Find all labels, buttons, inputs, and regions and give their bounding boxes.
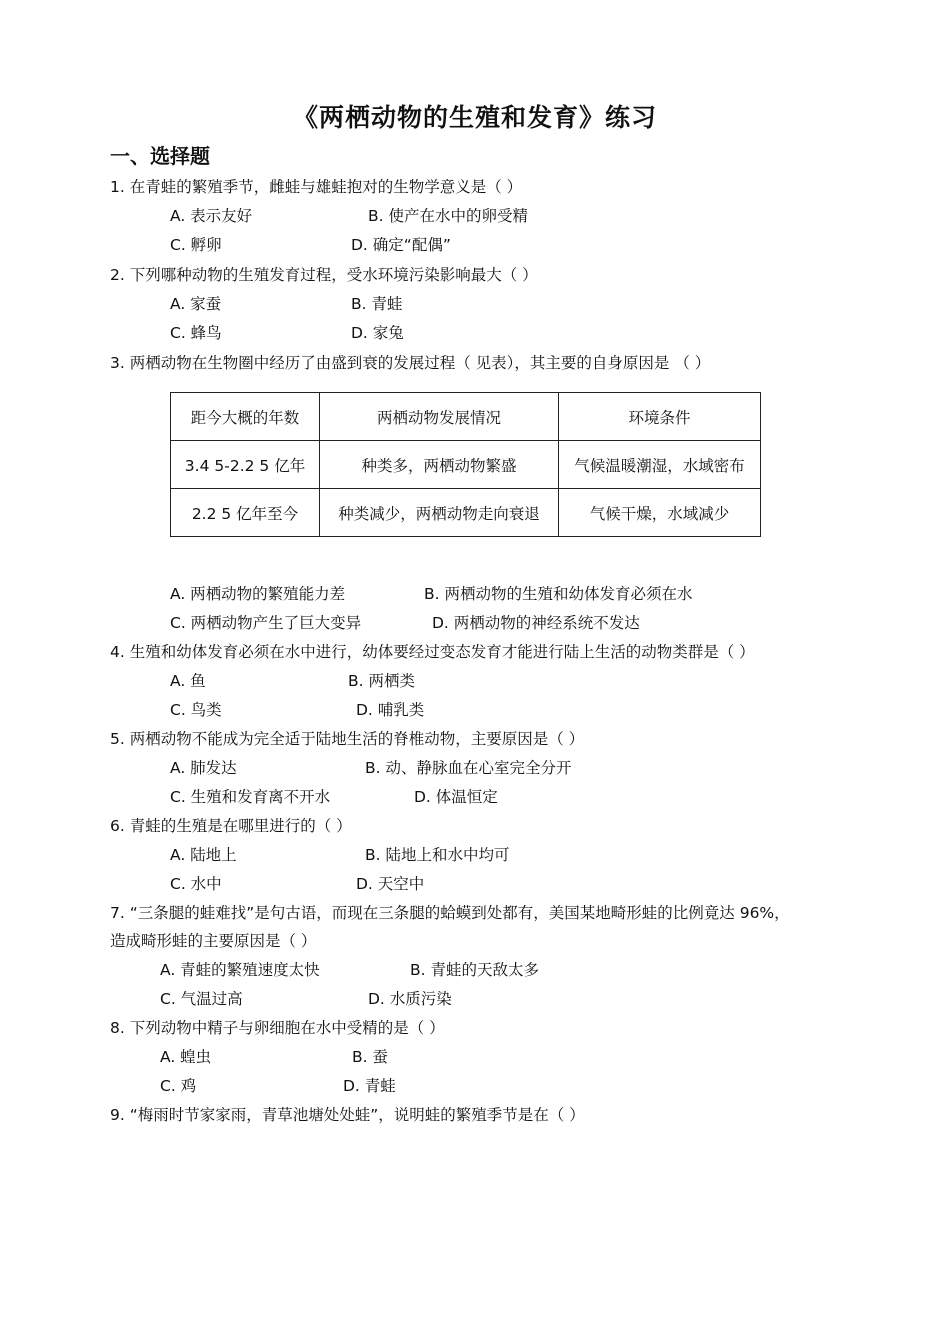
table-cell: 种类减少，两栖动物走向衰退 [320,489,559,537]
question-4-option-b: B. 两栖类 [348,672,415,690]
table-header-cell: 环境条件 [559,393,761,441]
question-2-option-b: B. 青蛙 [351,295,403,313]
table-row [171,441,761,489]
table-cell: 3.4 5-2.2 5 亿年 [171,441,320,489]
table-cell: 气候干燥，水域减少 [559,489,761,537]
table-row [171,489,761,537]
question-7-stem-continued: 造成畸形蛙的主要原因是（ ） [110,932,317,950]
question-5-option-d: D. 体温恒定 [414,788,498,806]
question-2-option-d: D. 家兔 [351,324,404,342]
question-3-option-b: B. 两栖动物的生殖和幼体发育必须在水 [424,585,693,603]
question-3-stem: 3. 两栖动物在生物圈中经历了由盛到衰的发展过程（ 见表），其主要的自身原因是 （ ） [110,354,711,372]
question-7-stem: 7. “三条腿的蛙难找”是句古语，而现在三条腿的蛤蟆到处都有，美国某地畸形蛙的比例竟达 96%， [110,904,790,922]
question-4-option-d: D. 哺乳类 [356,701,425,719]
question-3-option-c: C. 两栖动物产生了巨大变异 [170,614,362,632]
question-1-option-a: A. 表示友好 [170,207,253,225]
question-1-option-c: C. 孵卵 [170,236,222,254]
question-1-option-b: B. 使产在水中的卵受精 [368,207,528,225]
question-7-option-c: C. 气温过高 [160,990,243,1008]
amphibian-history-table [170,392,761,537]
question-5-option-a: A. 肺发达 [170,759,237,777]
section-heading: 一、选择题 [110,144,210,168]
table-header-row [171,393,761,441]
question-9-stem: 9. “梅雨时节家家雨，青草池塘处处蛙”，说明蛙的繁殖季节是在（ ） [110,1106,585,1124]
question-7-option-d: D. 水质污染 [368,990,452,1008]
question-5-option-b: B. 动、静脉血在心室完全分开 [365,759,572,777]
question-5-option-c: C. 生殖和发育离不开水 [170,788,331,806]
question-4-option-a: A. 鱼 [170,672,206,690]
question-2-option-c: C. 蜂鸟 [170,324,222,342]
table-cell: 种类多，两栖动物繁盛 [320,441,559,489]
question-6-option-b: B. 陆地上和水中均可 [365,846,510,864]
question-6-option-c: C. 水中 [170,875,222,893]
question-4-option-c: C. 鸟类 [170,701,222,719]
table-cell: 气候温暖潮湿，水域密布 [559,441,761,489]
question-3-option-a: A. 两栖动物的繁殖能力差 [170,585,346,603]
question-2-stem: 2. 下列哪种动物的生殖发育过程，受水环境污染影响最大（ ） [110,266,538,284]
question-3-option-d: D. 两栖动物的神经系统不发达 [432,614,640,632]
question-7-option-a: A. 青蛙的繁殖速度太快 [160,961,320,979]
question-8-option-a: A. 蝗虫 [160,1048,212,1066]
question-8-stem: 8. 下列动物中精子与卵细胞在水中受精的是（ ） [110,1019,445,1037]
question-6-option-d: D. 天空中 [356,875,425,893]
table-header-cell: 距今大概的年数 [171,393,320,441]
page-title: 《两栖动物的生殖和发育》练习 [292,103,657,132]
question-1-option-d: D. 确定“配偶” [351,236,451,254]
question-8-option-d: D. 青蛙 [343,1077,396,1095]
question-8-option-b: B. 蚕 [352,1048,388,1066]
table-cell: 2.2 5 亿年至今 [171,489,320,537]
question-2-option-a: A. 家蚕 [170,295,222,313]
question-4-stem: 4. 生殖和幼体发育必须在水中进行，幼体要经过变态发育才能进行陆上生活的动物类群是（ ） [110,643,755,661]
question-6-stem: 6. 青蛙的生殖是在哪里进行的（ ） [110,817,352,835]
question-8-option-c: C. 鸡 [160,1077,197,1095]
question-6-option-a: A. 陆地上 [170,846,237,864]
question-1-stem: 1. 在青蛙的繁殖季节，雌蛙与雄蛙抱对的生物学意义是（ ） [110,178,523,196]
question-7-option-b: B. 青蛙的天敌太多 [410,961,539,979]
question-5-stem: 5. 两栖动物不能成为完全适于陆地生活的脊椎动物，主要原因是（ ） [110,730,585,748]
table-header-cell: 两栖动物发展情况 [320,393,559,441]
